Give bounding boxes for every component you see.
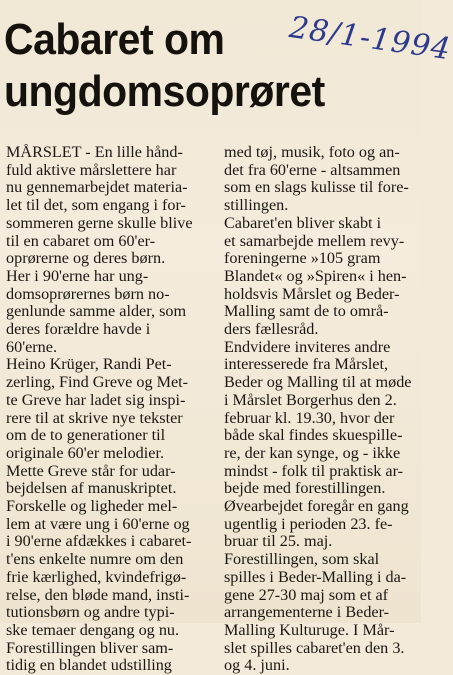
article-line: t'ens enkelte numre om den xyxy=(6,550,184,569)
article-line: MÅRSLET - En lille hånd- xyxy=(6,143,183,161)
article-line: Her i 90'erne har ung- xyxy=(6,266,149,285)
article-line: 60'erne. xyxy=(6,337,58,356)
article-line: det fra 60'erne - altsammen xyxy=(224,160,401,179)
headline-line-2: ungdomsoprøret xyxy=(4,67,325,116)
article-line: februar kl. 19.30, hvor der xyxy=(224,408,395,427)
article-column-left xyxy=(6,144,211,675)
article-line: Cabaret'en bliver skabt i xyxy=(224,213,382,232)
article-line: Forestillingen, som skal xyxy=(224,550,380,569)
handwritten-date: 28/1-1994 xyxy=(287,10,453,68)
article-line: arrangementerne i Beder- xyxy=(224,603,390,622)
article-line: om de to generationer til xyxy=(6,426,166,445)
article-line: genlunde samme alder, som xyxy=(6,302,187,321)
article-line: frie kærlighed, kvindefrigø- xyxy=(6,567,187,586)
article-line: domsoprørernes børn no- xyxy=(6,284,170,303)
article-line: gene 27-30 maj som et af xyxy=(224,585,389,604)
article-line: til en cabaret om 60'er- xyxy=(6,231,156,250)
article-line: som en slags kulisse til fore- xyxy=(224,178,409,197)
article-line: Forskelle og ligheder mel- xyxy=(6,497,178,516)
article-line: stillingen. xyxy=(224,196,289,215)
article-line: Beder og Malling til at møde xyxy=(224,373,412,392)
article-line: foreningerne »105 gram xyxy=(224,249,381,268)
article-line: relse, den bløde mand, insti- xyxy=(6,585,190,604)
article-line: Øvearbejdet foregår en gang xyxy=(224,497,409,516)
article-line: Forestillingen bliver sam- xyxy=(6,638,174,657)
article-line: interesserede fra Mårslet, xyxy=(224,355,389,374)
article-line: bruar til 25. maj. xyxy=(224,532,333,551)
article-line: rere til at skrive nye tekster xyxy=(6,408,183,427)
article-line: holdsvis Mårslet og Beder- xyxy=(224,284,400,303)
article-line: Mette Greve står for udar- xyxy=(6,461,176,480)
article-line: spilles i Beder-Malling i da- xyxy=(224,567,407,586)
article-line: nu gennemarbejdet materia- xyxy=(6,178,188,197)
article-line: Heino Krüger, Randi Pet- xyxy=(6,355,172,374)
article-line: lem at være ung i 60'erne og xyxy=(6,514,190,533)
article-line: te Greve har ladet sig inspi- xyxy=(6,390,186,409)
article-line: slet spilles cabaret'en den 3. xyxy=(224,638,405,657)
article-line: let til det, som engang i for- xyxy=(6,196,186,215)
headline-line-1: Cabaret om xyxy=(4,15,225,64)
article-line: Malling Kulturuge. I Mår- xyxy=(224,620,395,639)
article-line: ugentlig i perioden 23. fe- xyxy=(224,514,393,533)
article-line: oprørerne og deres børn. xyxy=(6,249,166,268)
article-line: sommeren gerne skulle blive xyxy=(6,213,193,232)
article-line: bejdelsen af manuskriptet. xyxy=(6,479,177,498)
article-line: mindst - folk til praktisk ar- xyxy=(224,461,404,480)
article-line: originale 60'er melodier. xyxy=(6,443,164,462)
article-line: re, der kan synge, og - ikke xyxy=(224,443,401,462)
article-line: fuld aktive mårslettere har xyxy=(6,160,177,179)
article-column-right xyxy=(224,144,418,675)
article-line: ders fællesråd. xyxy=(224,320,319,339)
article-line: bejde med forestillingen. xyxy=(224,479,386,498)
article-line: Endvidere inviteres andre xyxy=(224,337,391,356)
article-line: både skal findes skuespille- xyxy=(224,426,403,445)
article-line: med tøj, musik, foto og an- xyxy=(224,143,400,161)
article-line: et samarbejde mellem revy- xyxy=(224,231,405,250)
article-line: tutionsbørn og andre typi- xyxy=(6,603,175,622)
article-line: Blandet« og »Spiren« i hen- xyxy=(224,266,407,285)
article-line: zerling, Find Greve og Met- xyxy=(6,373,189,392)
article-line: i Mårslet Borgerhus den 2. xyxy=(224,390,397,409)
article-line: deres forældre havde i xyxy=(6,320,151,339)
article-line: Malling samt de to områ- xyxy=(224,302,389,321)
article-line: tidig en blandet udstilling xyxy=(6,656,172,675)
article-line: ske temaer dengang og nu. xyxy=(6,620,180,639)
article-line: og 4. juni. xyxy=(224,656,290,675)
article-line: i 90'erne afdækkes i cabaret- xyxy=(6,532,192,551)
